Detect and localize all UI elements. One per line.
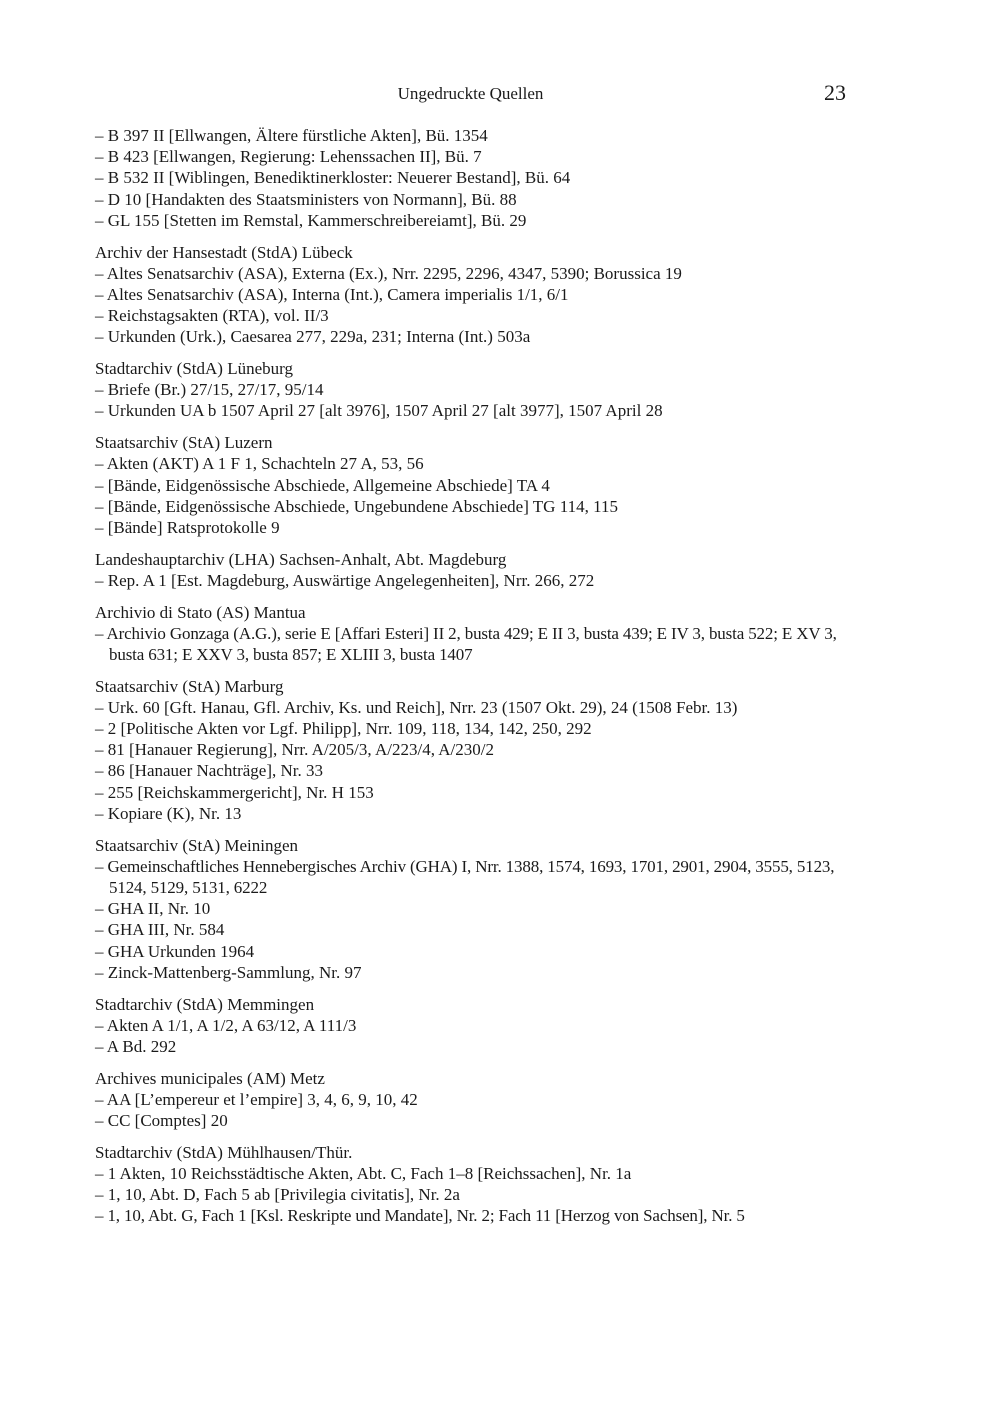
archive-entry: – Urkunden (Urk.), Caesarea 277, 229a, 231; Interna (Int.) 503a — [95, 327, 531, 347]
archive-block — [95, 602, 850, 666]
archive-entry: – Altes Senatsarchiv (ASA), Externa (Ex.), Nrr. 2295, 2296, 4347, 5390; Borussica 19 — [95, 263, 682, 283]
archive-entry: – D 10 [Handakten des Staatsministers von Normann], Bü. 88 — [95, 189, 517, 209]
archive-block — [95, 1142, 850, 1227]
archive-entry: – 81 [Hanauer Regierung], Nrr. A/205/3, A/223/4, A/230/2 — [95, 740, 494, 760]
archive-block — [95, 676, 850, 824]
page-number: 23 — [824, 80, 846, 105]
archive-entry: – [Bände, Eidgenössische Abschiede, Ungebundene Abschiede] TG 114, 115 — [95, 496, 618, 516]
archive-block — [95, 994, 850, 1058]
archive-entry: – A Bd. 292 — [95, 1036, 177, 1056]
source-list — [95, 125, 850, 1237]
archive-entry: – AA [L’empereur et l’empire] 3, 4, 6, 9, 10, 42 — [95, 1089, 418, 1109]
archive-heading: Archivio di Stato (AS) Mantua — [95, 602, 306, 622]
archive-entry: – Zinck-Mattenberg-Sammlung, Nr. 97 — [95, 962, 362, 982]
archive-block — [95, 358, 850, 422]
archive-heading: Stadtarchiv (StdA) Memmingen — [95, 994, 315, 1014]
archive-entry: – Reichstagsakten (RTA), vol. II/3 — [95, 306, 329, 326]
page-header — [95, 81, 846, 107]
archive-heading: Landeshauptarchiv (LHA) Sachsen-Anhalt, Abt. Magdeburg — [95, 549, 507, 569]
archive-entry: – GHA III, Nr. 584 — [95, 920, 225, 940]
archive-entry: – [Bände, Eidgenössische Abschiede, Allgemeine Abschiede] TA 4 — [95, 475, 550, 495]
archive-heading: Archives municipales (AM) Metz — [95, 1068, 325, 1088]
archive-block — [95, 432, 850, 538]
archive-block — [95, 1068, 850, 1132]
archive-entry: – Archivio Gonzaga (A.G.), serie E [Affari Esteri] II 2, busta 429; E II 3, busta 439; E IV 3, busta 522; E XV 3, busta 631; E XXV 3, busta 857; E XLIII 3, busta 1407 — [95, 623, 837, 664]
archive-heading: Stadtarchiv (StdA) Lüneburg — [95, 359, 293, 379]
archive-entry: – Urkunden UA b 1507 April 27 [alt 3976], 1507 April 27 [alt 3977], 1507 April 28 — [95, 401, 663, 421]
archive-entry: – Rep. A 1 [Est. Magdeburg, Auswärtige Angelegenheiten], Nrr. 266, 272 — [95, 570, 595, 590]
archive-entry: – 1 Akten, 10 Reichsstädtische Akten, Abt. C, Fach 1–8 [Reichssachen], Nr. 1a — [95, 1163, 632, 1183]
archive-entry: – B 532 II [Wiblingen, Benediktinerkloster: Neuerer Bestand], Bü. 64 — [95, 168, 571, 188]
archive-entry: – GHA II, Nr. 10 — [95, 899, 211, 919]
archive-entry: – [Bände] Ratsprotokolle 9 — [95, 517, 280, 537]
archive-entry: – B 423 [Ellwangen, Regierung: Lehenssachen II], Bü. 7 — [95, 147, 482, 167]
archive-block — [95, 549, 850, 591]
archive-entry: – GHA Urkunden 1964 — [95, 941, 255, 961]
archive-entry: – Altes Senatsarchiv (ASA), Interna (Int.), Camera imperialis 1/1, 6/1 — [95, 284, 569, 304]
archive-entry: – 255 [Reichskammergericht], Nr. H 153 — [95, 782, 374, 802]
archive-block — [95, 835, 850, 983]
archive-block — [95, 242, 850, 348]
archive-entry: – Akten (AKT) A 1 F 1, Schachteln 27 A, 53, 56 — [95, 454, 424, 474]
archive-entry: – 86 [Hanauer Nachträge], Nr. 33 — [95, 761, 323, 781]
archive-entry: – Urk. 60 [Gft. Hanau, Gfl. Archiv, Ks. und Reich], Nrr. 23 (1507 Okt. 29), 24 (1508 Febr. 13) — [95, 697, 738, 717]
archive-entry: – Gemeinschaftliches Hennebergisches Archiv (GHA) I, Nrr. 1388, 1574, 1693, 1701, 2901, 2904, 3555, 5123, 5124, 5129, 5131, 6222 — [95, 856, 835, 897]
archive-entry: – 1, 10, Abt. D, Fach 5 ab [Privilegia civitatis], Nr. 2a — [95, 1185, 460, 1205]
archive-heading: Staatsarchiv (StA) Marburg — [95, 676, 284, 696]
running-title: Ungedruckte Quellen — [397, 84, 544, 103]
archive-entry: – Briefe (Br.) 27/15, 27/17, 95/14 — [95, 380, 324, 400]
archive-entry: – 1, 10, Abt. G, Fach 1 [Ksl. Reskripte und Mandate], Nr. 2; Fach 11 [Herzog von Sachsen], Nr. 5 — [95, 1206, 745, 1226]
archive-heading: Staatsarchiv (StA) Meiningen — [95, 835, 299, 855]
archive-entry: – Akten A 1/1, A 1/2, A 63/12, A 111/3 — [95, 1015, 357, 1035]
archive-entry: – Kopiare (K), Nr. 13 — [95, 803, 242, 823]
archive-entry: – CC [Comptes] 20 — [95, 1111, 228, 1131]
archive-entry: – GL 155 [Stetten im Remstal, Kammerschreibereiamt], Bü. 29 — [95, 210, 527, 230]
archive-entry: – B 397 II [Ellwangen, Ältere fürstliche Akten], Bü. 1354 — [95, 126, 488, 145]
archive-heading: Stadtarchiv (StdA) Mühlhausen/Thür. — [95, 1142, 353, 1162]
archive-heading: Staatsarchiv (StA) Luzern — [95, 433, 273, 453]
archive-entry: – 2 [Politische Akten vor Lgf. Philipp], Nrr. 109, 118, 134, 142, 250, 292 — [95, 719, 592, 739]
archive-heading: Archiv der Hansestadt (StdA) Lübeck — [95, 242, 353, 262]
archive-block — [95, 125, 850, 231]
